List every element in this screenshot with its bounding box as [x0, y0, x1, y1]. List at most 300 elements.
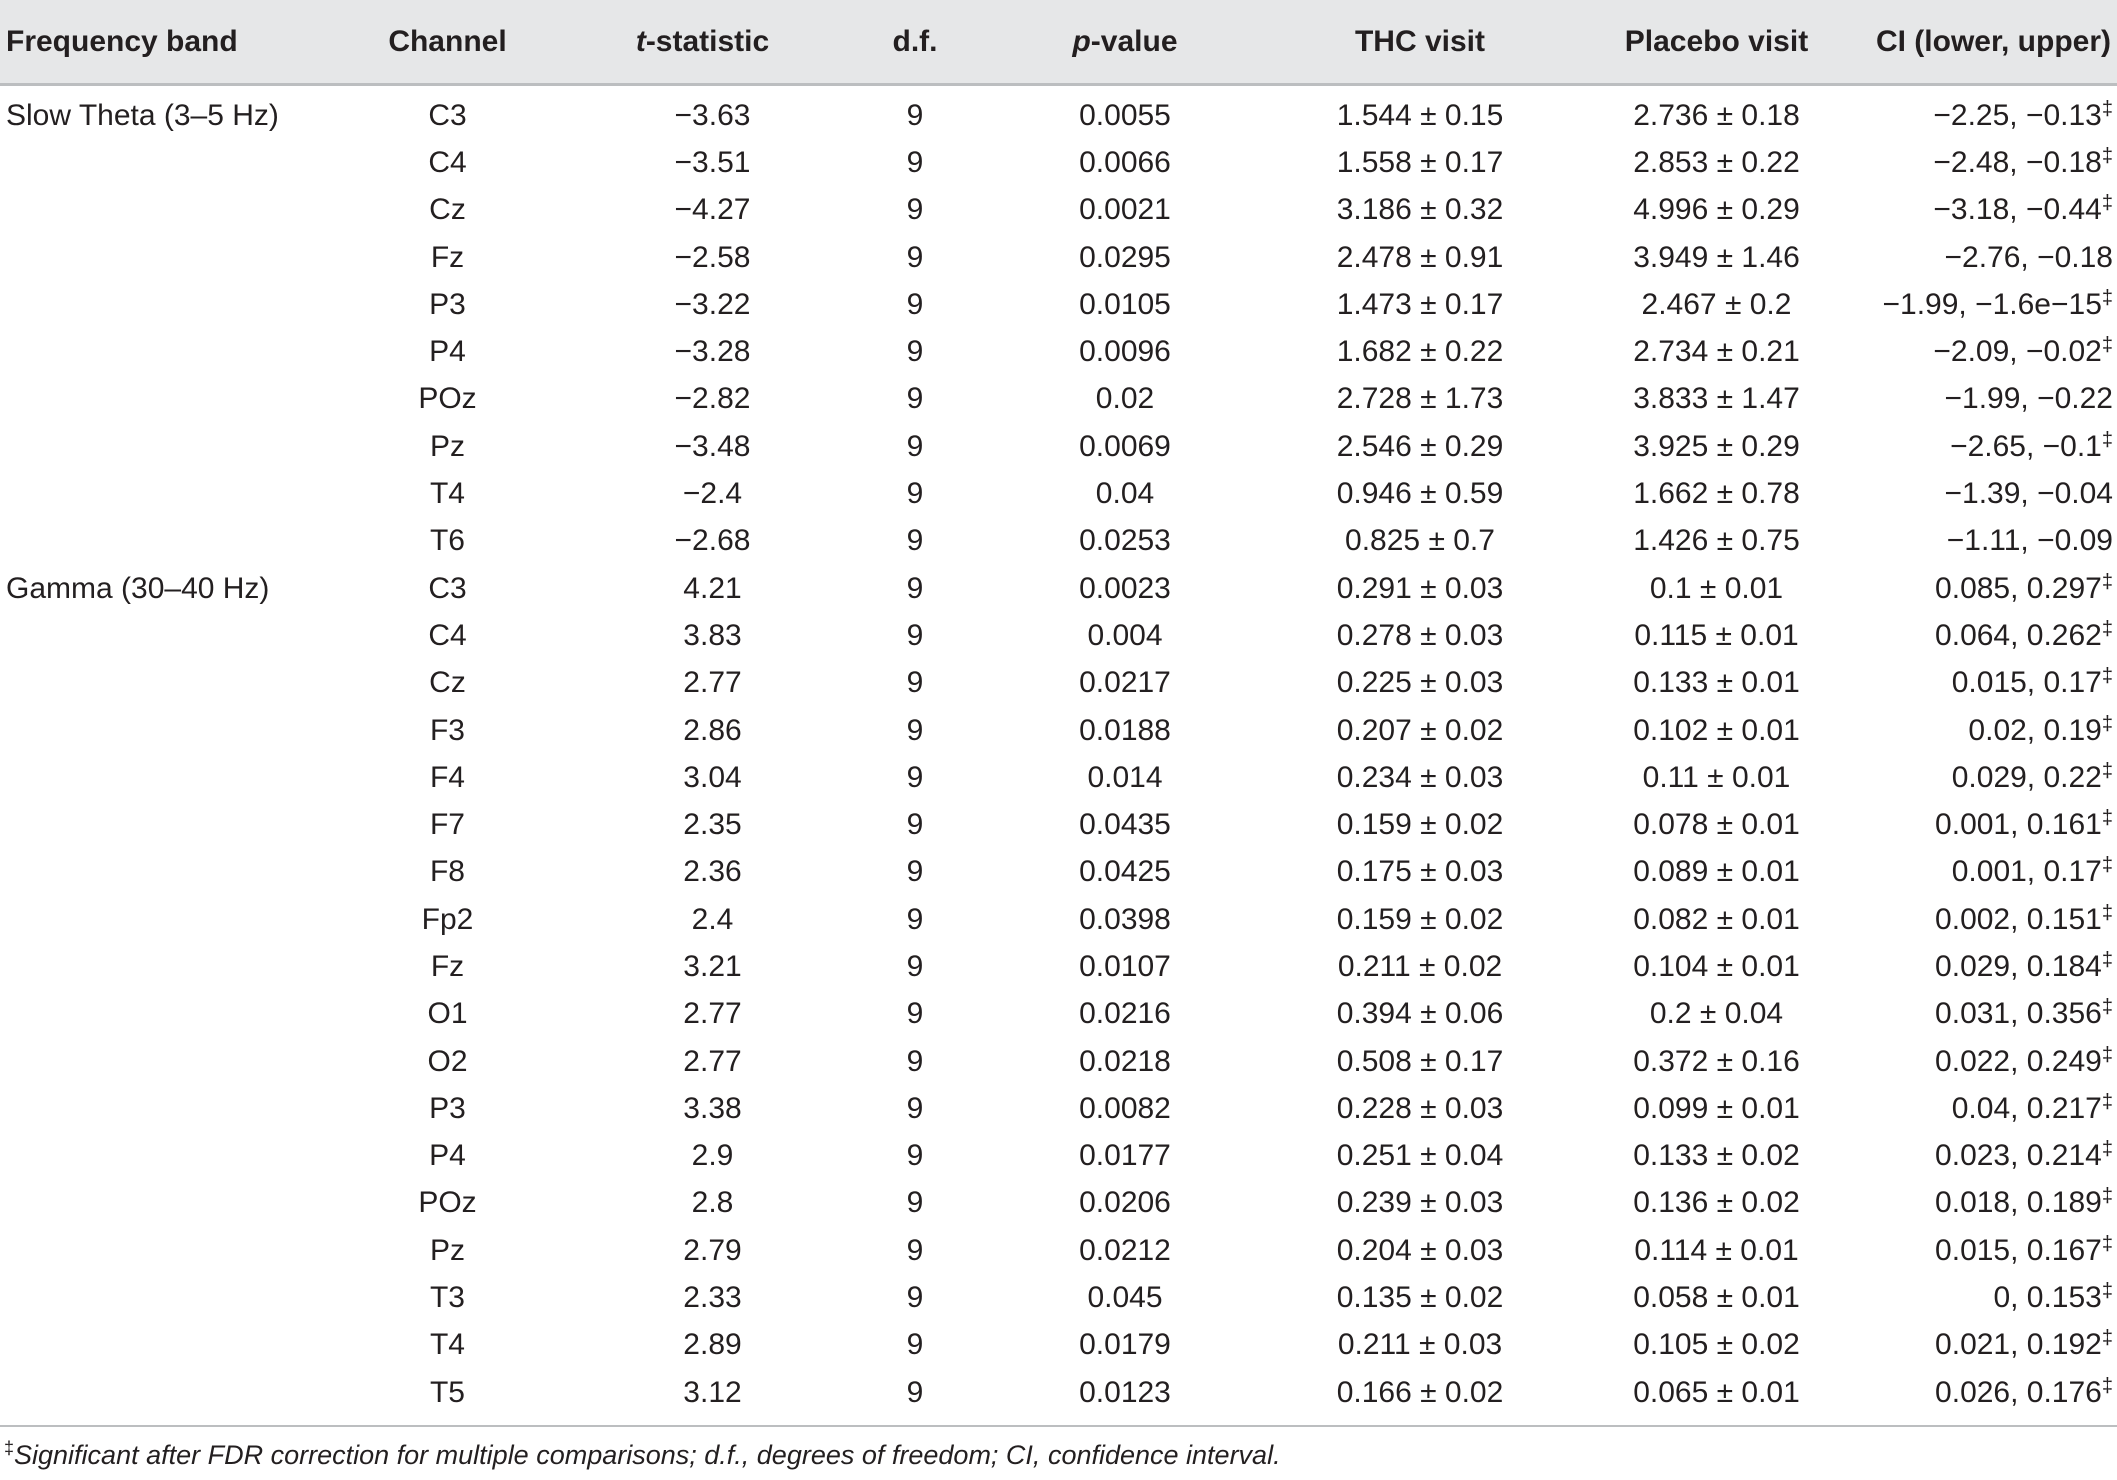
- cell-t-statistic: −4.27: [674, 193, 751, 227]
- cell-placebo-visit: 0.065 ± 0.01: [1633, 1375, 1800, 1409]
- cell-t-statistic: 2.77: [683, 666, 742, 700]
- cell-channel: F3: [429, 713, 465, 747]
- cell-placebo-visit: 0.372 ± 0.16: [1633, 1044, 1800, 1078]
- cell-ci: [1868, 234, 2117, 281]
- ci-value: 0.04, 0.217: [1951, 1091, 2102, 1125]
- cell-channel: Pz: [429, 429, 465, 463]
- ci-value: 0.029, 0.22: [1951, 760, 2102, 794]
- cell-placebo-visit: 0.082 ± 0.01: [1633, 902, 1800, 936]
- cell-thc-visit: 0.228 ± 0.03: [1336, 1091, 1504, 1125]
- ci-value: −2.48, −0.18: [1933, 145, 2102, 179]
- cell-ci: [1868, 1133, 2117, 1180]
- cell-df: 9: [906, 1281, 924, 1315]
- cell-t-statistic: 2.86: [683, 713, 742, 747]
- cell-p-value: 0.02: [1095, 382, 1155, 416]
- cell-frequency-band: [0, 518, 345, 565]
- ci-value: 0.064, 0.262: [1935, 618, 2102, 652]
- cell-ci: [1868, 565, 2117, 612]
- cell-thc-visit: 0.291 ± 0.03: [1336, 571, 1504, 605]
- cell-ci: [1868, 660, 2117, 707]
- cell-thc-visit: 0.946 ± 0.59: [1336, 477, 1504, 511]
- ci-value: 0.021, 0.192: [1935, 1328, 2102, 1362]
- cell-ci: [1868, 991, 2117, 1038]
- cell-channel: P3: [429, 287, 466, 321]
- cell-p-value: 0.0253: [1079, 524, 1171, 558]
- significance-mark: ‡: [2101, 1185, 2113, 1208]
- cell-df: 9: [906, 98, 924, 132]
- footnote-text: Significant after FDR correction for multiple comparisons; d.f., degrees of freedom; CI, confidence interval.: [14, 1440, 1281, 1470]
- ci-value: −2.65, −0.1: [1950, 429, 2102, 463]
- significance-mark: ‡: [2101, 1327, 2113, 1350]
- cell-thc-visit: 0.211 ± 0.03: [1337, 1328, 1503, 1362]
- cell-frequency-band: [0, 849, 345, 896]
- cell-frequency-band: [0, 612, 345, 659]
- cell-p-value: 0.0188: [1079, 713, 1171, 747]
- cell-p-value: 0.0082: [1079, 1091, 1171, 1125]
- cell-thc-visit: 0.207 ± 0.02: [1336, 713, 1504, 747]
- cell-t-statistic: 2.8: [691, 1186, 734, 1220]
- header-p-prefix: p: [1072, 24, 1091, 58]
- cell-df: 9: [906, 1186, 924, 1220]
- cell-channel: C3: [428, 571, 467, 605]
- cell-thc-visit: 0.825 ± 0.7: [1345, 524, 1495, 558]
- ci-value: 0.001, 0.161: [1935, 808, 2102, 842]
- cell-df: 9: [906, 1328, 924, 1362]
- cell-frequency-band: [0, 1038, 345, 1085]
- table-row: [0, 943, 2117, 990]
- cell-t-statistic: −3.51: [674, 145, 751, 179]
- cell-df: 9: [906, 240, 924, 274]
- cell-thc-visit: 1.473 ± 0.17: [1336, 287, 1504, 321]
- cell-t-statistic: 2.9: [691, 1139, 734, 1173]
- cell-p-value: 0.0021: [1079, 193, 1171, 227]
- table-row: [0, 1038, 2117, 1085]
- cell-ci: [1868, 1369, 2117, 1416]
- cell-p-value: 0.0425: [1079, 855, 1171, 889]
- cell-df: 9: [906, 808, 924, 842]
- table-row: [0, 1227, 2117, 1274]
- cell-channel: Pz: [429, 1233, 465, 1267]
- cell-frequency-band: [0, 281, 345, 328]
- cell-placebo-visit: 4.996 ± 0.29: [1633, 193, 1800, 227]
- ci-value: 0.023, 0.214: [1935, 1139, 2102, 1173]
- table-row: [0, 565, 2117, 612]
- table-row: [0, 1133, 2117, 1180]
- cell-thc-visit: 2.546 ± 0.29: [1336, 429, 1504, 463]
- header-t-prefix: t: [635, 24, 646, 58]
- cell-placebo-visit: 0.078 ± 0.01: [1633, 808, 1800, 842]
- table-row: [0, 187, 2117, 234]
- cell-frequency-band: [0, 1085, 345, 1132]
- cell-thc-visit: 0.159 ± 0.02: [1336, 808, 1504, 842]
- cell-df: 9: [906, 382, 924, 416]
- ci-value: 0.015, 0.167: [1935, 1233, 2102, 1267]
- significance-mark: ‡: [2101, 996, 2113, 1019]
- table-row: [0, 896, 2117, 943]
- significance-mark: ‡: [2101, 901, 2113, 924]
- significance-mark: ‡: [2101, 665, 2113, 688]
- table-row: [0, 991, 2117, 1038]
- cell-df: 9: [906, 949, 924, 983]
- cell-placebo-visit: 2.734 ± 0.21: [1633, 335, 1800, 369]
- table-row: [0, 1369, 2117, 1416]
- table-row: [0, 660, 2117, 707]
- cell-t-statistic: 2.77: [683, 997, 742, 1031]
- significance-mark: ‡: [2101, 712, 2113, 735]
- ci-value: −2.25, −0.13: [1933, 98, 2102, 132]
- ci-value: 0.085, 0.297: [1935, 571, 2102, 605]
- significance-mark: ‡: [2101, 807, 2113, 830]
- cell-placebo-visit: 0.1 ± 0.01: [1649, 571, 1784, 605]
- cell-ci: [1868, 85, 2117, 140]
- cell-thc-visit: 0.211 ± 0.02: [1337, 949, 1503, 983]
- cell-df: 9: [906, 760, 924, 794]
- significance-mark: ‡: [2101, 854, 2113, 877]
- significance-mark: ‡: [2101, 428, 2113, 451]
- table-header: [0, 0, 2117, 85]
- cell-ci: [1868, 896, 2117, 943]
- cell-thc-visit: 0.239 ± 0.03: [1336, 1186, 1504, 1220]
- cell-df: 9: [906, 713, 924, 747]
- cell-frequency-band: Gamma (30–40 Hz): [6, 571, 270, 605]
- cell-t-statistic: 4.21: [683, 571, 742, 605]
- cell-t-statistic: −2.4: [682, 477, 743, 511]
- cell-ci: [1868, 943, 2117, 990]
- cell-frequency-band: [0, 328, 345, 375]
- cell-df: 9: [906, 997, 924, 1031]
- ci-value: 0.026, 0.176: [1935, 1375, 2102, 1409]
- header-placebo-visit: Placebo visit: [1565, 0, 1868, 85]
- table-row: [0, 281, 2117, 328]
- cell-t-statistic: −3.63: [674, 98, 751, 132]
- cell-thc-visit: 2.728 ± 1.73: [1336, 382, 1504, 416]
- ci-value: 0.015, 0.17: [1951, 666, 2102, 700]
- table-row: [0, 85, 2117, 140]
- cell-t-statistic: −3.48: [674, 429, 751, 463]
- ci-value: −2.09, −0.02: [1933, 335, 2102, 369]
- cell-df: 9: [906, 1375, 924, 1409]
- cell-ci: [1868, 849, 2117, 896]
- cell-thc-visit: 0.135 ± 0.02: [1336, 1281, 1504, 1315]
- cell-p-value: 0.0023: [1079, 571, 1171, 605]
- cell-df: 9: [906, 524, 924, 558]
- cell-channel: C4: [428, 145, 467, 179]
- cell-channel: POz: [418, 1186, 477, 1220]
- cell-p-value: 0.0295: [1079, 240, 1171, 274]
- cell-p-value: 0.004: [1087, 618, 1163, 652]
- cell-df: 9: [906, 193, 924, 227]
- cell-t-statistic: 2.36: [683, 855, 742, 889]
- table-row: [0, 1274, 2117, 1321]
- ci-value: −3.18, −0.44: [1933, 193, 2102, 227]
- cell-ci: [1868, 187, 2117, 234]
- header-channel: Channel: [345, 0, 550, 85]
- cell-frequency-band: [0, 1322, 345, 1369]
- significance-mark: ‡: [2101, 144, 2113, 167]
- cell-p-value: 0.0218: [1079, 1044, 1171, 1078]
- cell-thc-visit: 0.508 ± 0.17: [1336, 1044, 1504, 1078]
- cell-placebo-visit: 0.058 ± 0.01: [1633, 1281, 1800, 1315]
- cell-thc-visit: 0.278 ± 0.03: [1336, 618, 1504, 652]
- cell-p-value: 0.0055: [1079, 98, 1171, 132]
- cell-df: 9: [906, 477, 924, 511]
- cell-df: 9: [906, 1044, 924, 1078]
- significance-mark: ‡: [2101, 334, 2113, 357]
- cell-channel: T6: [429, 524, 465, 558]
- cell-frequency-band: [0, 470, 345, 517]
- cell-df: 9: [906, 902, 924, 936]
- table-row: [0, 1322, 2117, 1369]
- ci-value: −1.39, −0.04: [1944, 477, 2113, 511]
- cell-p-value: 0.0212: [1079, 1233, 1171, 1267]
- cell-t-statistic: 3.04: [683, 760, 742, 794]
- cell-p-value: 0.0217: [1079, 666, 1171, 700]
- cell-df: 9: [906, 335, 924, 369]
- table-row: [0, 470, 2117, 517]
- table-row: [0, 139, 2117, 186]
- table-row: [0, 754, 2117, 801]
- cell-channel: Fp2: [421, 902, 474, 936]
- cell-channel: P4: [429, 335, 466, 369]
- significance-mark: ‡: [2101, 759, 2113, 782]
- table-row: [0, 234, 2117, 281]
- cell-p-value: 0.0096: [1079, 335, 1171, 369]
- cell-placebo-visit: 0.133 ± 0.01: [1633, 666, 1800, 700]
- cell-thc-visit: 1.558 ± 0.17: [1336, 145, 1504, 179]
- table-row: [0, 328, 2117, 375]
- cell-placebo-visit: 0.089 ± 0.01: [1633, 855, 1800, 889]
- ci-value: −1.11, −0.09: [1946, 524, 2113, 558]
- table-row: [0, 423, 2117, 470]
- cell-t-statistic: 3.12: [683, 1375, 742, 1409]
- cell-channel: T3: [429, 1281, 465, 1315]
- cell-ci: [1868, 518, 2117, 565]
- cell-placebo-visit: 2.467 ± 0.2: [1641, 287, 1792, 321]
- table-row: [0, 612, 2117, 659]
- cell-ci: [1868, 1227, 2117, 1274]
- cell-t-statistic: 2.4: [691, 902, 734, 936]
- cell-placebo-visit: 0.099 ± 0.01: [1633, 1091, 1800, 1125]
- cell-frequency-band: [0, 896, 345, 943]
- cell-t-statistic: 2.35: [683, 808, 742, 842]
- header-frequency-band: Frequency band: [0, 0, 345, 85]
- ci-value: 0.02, 0.19: [1968, 713, 2102, 747]
- cell-placebo-visit: 3.925 ± 0.29: [1633, 429, 1800, 463]
- cell-placebo-visit: 0.102 ± 0.01: [1633, 713, 1800, 747]
- cell-frequency-band: [0, 943, 345, 990]
- significance-mark: ‡: [2101, 1280, 2113, 1303]
- cell-channel: F8: [429, 855, 465, 889]
- cell-placebo-visit: 0.114 ± 0.01: [1634, 1233, 1799, 1267]
- ci-value: 0.029, 0.184: [1935, 949, 2102, 983]
- cell-thc-visit: 0.166 ± 0.02: [1336, 1375, 1504, 1409]
- ci-value: 0.018, 0.189: [1935, 1186, 2102, 1220]
- cell-p-value: 0.0398: [1079, 902, 1171, 936]
- table-row: [0, 849, 2117, 896]
- ci-value: 0.031, 0.356: [1935, 997, 2102, 1031]
- cell-placebo-visit: 0.2 ± 0.04: [1649, 997, 1784, 1031]
- cell-frequency-band: [0, 139, 345, 186]
- cell-ci: [1868, 707, 2117, 754]
- cell-ci: [1868, 423, 2117, 470]
- cell-ci: [1868, 328, 2117, 375]
- cell-channel: C4: [428, 618, 467, 652]
- cell-frequency-band: [0, 991, 345, 1038]
- ci-value: −1.99, −1.6e−15: [1882, 287, 2102, 321]
- cell-thc-visit: 1.682 ± 0.22: [1336, 335, 1504, 369]
- significance-mark: ‡: [2101, 286, 2113, 309]
- cell-channel: O1: [427, 997, 468, 1031]
- cell-channel: P4: [429, 1139, 466, 1173]
- cell-df: 9: [906, 145, 924, 179]
- cell-ci: [1868, 139, 2117, 186]
- cell-p-value: 0.014: [1087, 760, 1163, 794]
- cell-t-statistic: 2.89: [683, 1328, 742, 1362]
- cell-t-statistic: −3.22: [674, 287, 751, 321]
- cell-frequency-band: [0, 707, 345, 754]
- cell-channel: F7: [429, 808, 465, 842]
- table-row: [0, 1180, 2117, 1227]
- significance-mark: ‡: [2101, 97, 2113, 120]
- cell-p-value: 0.0179: [1079, 1328, 1171, 1362]
- cell-t-statistic: 2.77: [683, 1044, 742, 1078]
- cell-channel: F4: [429, 760, 465, 794]
- cell-frequency-band: [0, 1180, 345, 1227]
- significance-mark: ‡: [2101, 948, 2113, 971]
- cell-t-statistic: 3.38: [683, 1091, 742, 1125]
- cell-channel: Cz: [429, 666, 466, 700]
- cell-placebo-visit: 1.426 ± 0.75: [1633, 524, 1800, 558]
- cell-thc-visit: 0.225 ± 0.03: [1336, 666, 1504, 700]
- cell-p-value: 0.04: [1095, 477, 1155, 511]
- cell-channel: T4: [429, 477, 465, 511]
- cell-frequency-band: Slow Theta (3–5 Hz): [6, 98, 279, 132]
- cell-channel: C3: [428, 98, 467, 132]
- cell-thc-visit: 2.478 ± 0.91: [1336, 240, 1504, 274]
- cell-channel: POz: [418, 382, 477, 416]
- cell-thc-visit: 1.544 ± 0.15: [1336, 98, 1504, 132]
- cell-frequency-band: [0, 1133, 345, 1180]
- significance-mark: ‡: [2101, 1374, 2113, 1397]
- significance-mark: ‡: [2101, 617, 2113, 640]
- table-body: [0, 85, 2117, 1417]
- cell-df: 9: [906, 1139, 924, 1173]
- ci-value: 0, 0.153: [1993, 1281, 2102, 1315]
- cell-frequency-band: [0, 234, 345, 281]
- table-row: [0, 801, 2117, 848]
- cell-thc-visit: 0.204 ± 0.03: [1336, 1233, 1504, 1267]
- cell-frequency-band: [0, 801, 345, 848]
- cell-thc-visit: 3.186 ± 0.32: [1336, 193, 1504, 227]
- cell-channel: P3: [429, 1091, 466, 1125]
- cell-ci: [1868, 281, 2117, 328]
- cell-p-value: 0.0107: [1079, 949, 1171, 983]
- cell-df: 9: [906, 287, 924, 321]
- cell-df: 9: [906, 618, 924, 652]
- cell-p-value: 0.0123: [1079, 1375, 1171, 1409]
- cell-thc-visit: 0.394 ± 0.06: [1336, 997, 1504, 1031]
- cell-ci: [1868, 1322, 2117, 1369]
- header-row: [0, 0, 2117, 85]
- significance-mark: ‡: [2101, 1090, 2113, 1113]
- cell-channel: T4: [429, 1328, 465, 1362]
- cell-placebo-visit: 0.115 ± 0.01: [1634, 618, 1799, 652]
- table-row: [0, 376, 2117, 423]
- cell-channel: Fz: [430, 240, 465, 274]
- ci-value: −1.99, −0.22: [1944, 382, 2113, 416]
- cell-placebo-visit: 0.11 ± 0.01: [1642, 760, 1791, 794]
- cell-ci: [1868, 1274, 2117, 1321]
- table-row: [0, 1085, 2117, 1132]
- cell-thc-visit: 0.234 ± 0.03: [1336, 760, 1504, 794]
- ci-value: 0.002, 0.151: [1935, 902, 2102, 936]
- cell-p-value: 0.0177: [1079, 1139, 1171, 1173]
- cell-t-statistic: 2.33: [683, 1281, 742, 1315]
- cell-p-value: 0.0069: [1079, 429, 1171, 463]
- cell-frequency-band: [0, 754, 345, 801]
- cell-channel: O2: [427, 1044, 468, 1078]
- cell-thc-visit: 0.175 ± 0.03: [1336, 855, 1504, 889]
- footnote-mark: ‡: [4, 1438, 15, 1458]
- cell-p-value: 0.045: [1087, 1281, 1163, 1315]
- cell-channel: Fz: [430, 949, 465, 983]
- table-bottom-rule: [0, 1425, 2117, 1427]
- cell-ci: [1868, 754, 2117, 801]
- cell-frequency-band: [0, 187, 345, 234]
- ci-value: −2.76, −0.18: [1944, 240, 2113, 274]
- ci-value: 0.022, 0.249: [1935, 1044, 2102, 1078]
- cell-placebo-visit: 0.104 ± 0.01: [1633, 949, 1800, 983]
- cell-ci: [1868, 1038, 2117, 1085]
- cell-placebo-visit: 2.853 ± 0.22: [1633, 145, 1800, 179]
- cell-frequency-band: [0, 660, 345, 707]
- cell-df: 9: [906, 855, 924, 889]
- significance-mark: ‡: [2101, 1043, 2113, 1066]
- cell-placebo-visit: 0.105 ± 0.02: [1633, 1328, 1800, 1362]
- cell-thc-visit: 0.251 ± 0.04: [1336, 1139, 1504, 1173]
- table-footnote: [4, 1440, 1281, 1471]
- ci-value: 0.001, 0.17: [1951, 855, 2102, 889]
- cell-df: 9: [906, 571, 924, 605]
- cell-placebo-visit: 0.136 ± 0.02: [1633, 1186, 1800, 1220]
- cell-t-statistic: 3.21: [683, 949, 742, 983]
- cell-ci: [1868, 612, 2117, 659]
- header-thc-visit: THC visit: [1275, 0, 1565, 85]
- cell-ci: [1868, 801, 2117, 848]
- significance-mark: ‡: [2101, 570, 2113, 593]
- cell-channel: T5: [429, 1375, 465, 1409]
- cell-thc-visit: 0.159 ± 0.02: [1336, 902, 1504, 936]
- cell-t-statistic: −3.28: [674, 335, 751, 369]
- cell-placebo-visit: 3.949 ± 1.46: [1633, 240, 1800, 274]
- cell-t-statistic: −2.82: [674, 382, 751, 416]
- cell-p-value: 0.0105: [1079, 287, 1171, 321]
- cell-ci: [1868, 1180, 2117, 1227]
- cell-t-statistic: 3.83: [683, 618, 742, 652]
- cell-p-value: 0.0435: [1079, 808, 1171, 842]
- cell-t-statistic: 2.79: [683, 1233, 742, 1267]
- header-p-value: [975, 0, 1275, 85]
- header-ci: CI (lower, upper): [1868, 0, 2117, 85]
- cell-t-statistic: −2.68: [674, 524, 751, 558]
- cell-ci: [1868, 1085, 2117, 1132]
- cell-df: 9: [906, 1091, 924, 1125]
- header-t-suffix: -statistic: [645, 24, 770, 58]
- header-df: d.f.: [855, 0, 975, 85]
- header-p-suffix: -value: [1090, 24, 1178, 58]
- header-t-statistic: [550, 0, 855, 85]
- cell-frequency-band: [0, 1369, 345, 1416]
